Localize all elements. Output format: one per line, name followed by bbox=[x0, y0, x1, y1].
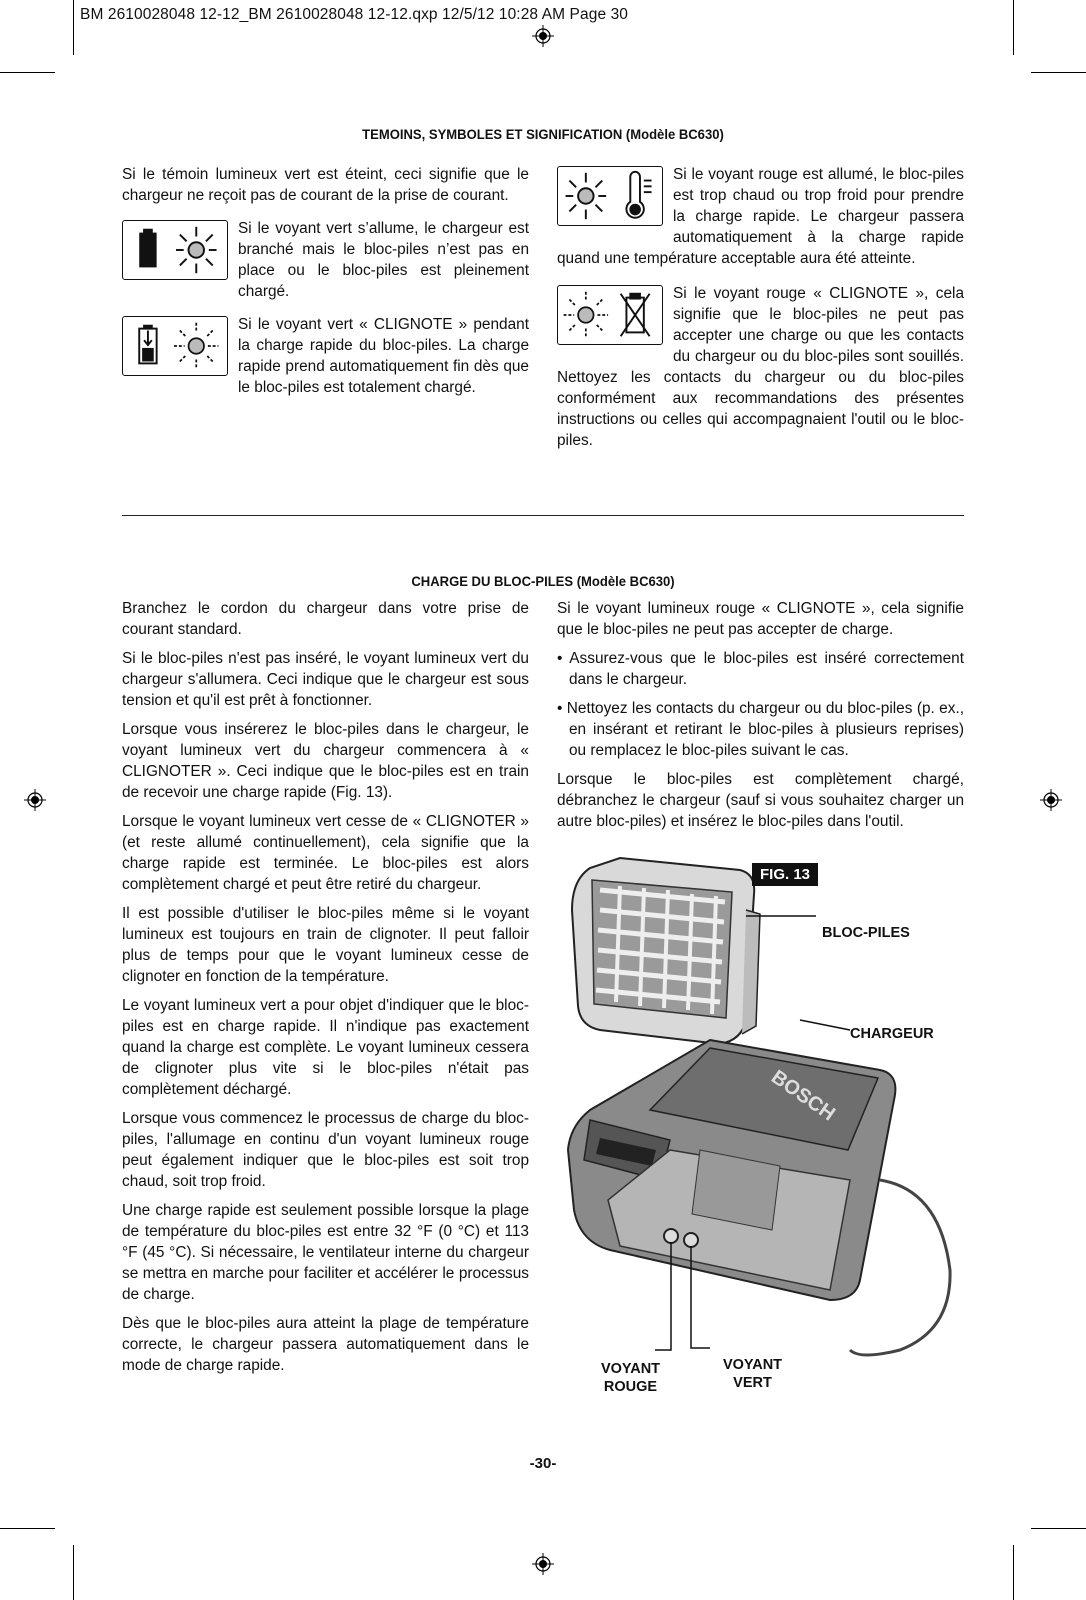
red-led-on-symbol bbox=[557, 166, 663, 226]
crop-mark bbox=[73, 0, 74, 55]
red-led-indicator bbox=[664, 1229, 678, 1243]
charging-paragraph: Dès que le bloc-piles aura atteint la plage de température correcte, le chargeur passera automatiquement dans le mode de charge rapide. bbox=[122, 1315, 529, 1374]
red-led-blinking-symbol bbox=[557, 285, 663, 345]
callout-voyant-rouge: VOYANT ROUGE bbox=[600, 1361, 661, 1395]
indicator-off-text: Si le témoin lumineux vert est éteint, ceci signifie que le chargeur ne reçoit pas de courant de la prise de courant. bbox=[122, 166, 529, 204]
callout-chargeur: CHARGEUR bbox=[850, 1026, 934, 1042]
charging-paragraph: Branchez le cordon du chargeur dans votre prise de courant standard. bbox=[122, 600, 529, 638]
bullet-item: • Assurez-vous que le bloc-piles est inséré correctement dans le chargeur. bbox=[557, 650, 964, 688]
light-on-icon bbox=[566, 173, 607, 219]
charger-illustration bbox=[560, 850, 980, 1410]
callout-bloc-piles: BLOC-PILES bbox=[822, 925, 910, 941]
print-slug: BM 2610028048 12-12_BM 2610028048 12-12.qxp 12/5/12 10:28 AM Page 30 bbox=[80, 6, 629, 23]
battery-pack-illustration bbox=[572, 858, 760, 1044]
section-title-indicators: TEMOINS, SYMBOLES ET SIGNIFICATION (Modèle BC630) bbox=[362, 127, 724, 143]
crop-mark bbox=[0, 1528, 55, 1529]
indicators-left-column bbox=[122, 164, 529, 398]
crop-mark bbox=[0, 72, 55, 73]
charging-right-column bbox=[557, 598, 964, 840]
red-blinking-paragraph: Si le voyant lumineux rouge « CLIGNOTE », cela signifie que le bloc-piles ne peut pas accepter de charge. bbox=[557, 600, 964, 638]
crop-mark bbox=[1013, 1545, 1014, 1600]
indicator-green-on-text: Si le voyant vert s’allume, le chargeur est branché mais le bloc-piles n’est pas en place ou le bloc-piles est pleinement chargé. bbox=[238, 220, 529, 300]
section-title-charging: CHARGE DU BLOC-PILES (Modèle BC630) bbox=[411, 574, 675, 590]
battery-full-icon bbox=[139, 229, 156, 268]
indicator-red-blinking-text: Si le voyant rouge « CLIGNOTE », cela signifie que le bloc-piles ne peut pas accepter une charge ou que les contacts du chargeur ou du bloc-piles sont souillés. Nettoyez les contacts du chargeur ou du bloc-piles conformément aux recommandations des présentes instructions ou celles qui accompagnaient l'outil ou le bloc-piles. bbox=[557, 285, 964, 449]
charging-paragraph: Lorsque vous insérerez le bloc-piles dans le chargeur, le voyant lumineux vert du chargeur commencera à « CLIGNOTER ». Ceci indique que le bloc-piles est en train de recevoir une charge rapide (Fig. 13). bbox=[122, 721, 529, 801]
charger-base-illustration bbox=[568, 1040, 950, 1355]
svg-text:BOSCH: BOSCH bbox=[767, 1066, 839, 1126]
indicator-green-blinking-text: Si le voyant vert « CLIGNOTE » pendant la charge rapide du bloc-piles. La charge rapide prend automatiquement fin dès que le bloc-piles est totalement chargé. bbox=[238, 316, 529, 396]
light-on-icon bbox=[176, 227, 217, 273]
charging-left-column bbox=[122, 598, 529, 1384]
green-led-on-symbol bbox=[122, 220, 228, 280]
battery-fault-icon bbox=[621, 294, 650, 337]
light-blinking-icon bbox=[174, 323, 218, 369]
indicator-red-on-text: Si le voyant rouge est allumé, le bloc-piles est trop chaud ou trop froid pour prendre la charge rapide. Le chargeur passera automatiquement à la charge rapide quand une température acceptable aura été atteinte. bbox=[557, 166, 964, 267]
charging-paragraph: Lorsque vous commencez le processus de charge du bloc-piles, l'allumage en continu d'un voyant lumineux rouge peut également indiquer que le bloc-piles est soit trop chaud, soit trop froid. bbox=[122, 1110, 529, 1190]
charging-paragraph: Il est possible d'utiliser le bloc-piles même si le voyant lumineux est toujours en train de clignoter. Il peut falloir plus de temps pour que le voyant lumineux cesse de clignoter en fonction de la température. bbox=[122, 905, 529, 985]
section-divider bbox=[122, 515, 964, 516]
crop-mark bbox=[1031, 72, 1086, 73]
charging-paragraph: Lorsque le voyant lumineux vert cesse de « CLIGNOTER » (et reste allumé continuellement), cela signifie que la charge rapide est terminée. Le bloc-piles est alors complètement chargé et peut être retiré du chargeur. bbox=[122, 813, 529, 893]
crop-mark bbox=[1013, 0, 1014, 55]
battery-charging-icon bbox=[139, 325, 156, 364]
crop-mark bbox=[73, 1545, 74, 1600]
crop-mark bbox=[1031, 1528, 1086, 1529]
light-blinking-icon bbox=[564, 292, 608, 338]
registration-mark-icon bbox=[1040, 789, 1062, 811]
thermometer-icon bbox=[626, 172, 651, 218]
charging-paragraph: Le voyant lumineux vert a pour objet d'indiquer que le bloc-piles est en charge rapide. Il n'indique pas exactement quand la charge est complète. Le voyant lumineux cessera de clignoter plus vite si le bloc-piles n'était pas complètement déchargé. bbox=[122, 997, 529, 1098]
registration-mark-icon bbox=[532, 25, 554, 47]
fully-charged-paragraph: Lorsque le bloc-piles est complètement chargé, débranchez le chargeur (sauf si vous souhaitez charger un autre bloc-piles) et insérez le bloc-piles dans l'outil. bbox=[557, 771, 964, 830]
green-led-indicator bbox=[684, 1233, 698, 1247]
charging-paragraph: Si le bloc-piles n'est pas inséré, le voyant lumineux vert du chargeur s'allumera. Ceci indique que le chargeur est sous tension et qu'il est prêt à fonctionner. bbox=[122, 650, 529, 709]
charging-paragraph: Une charge rapide est seulement possible lorsque la plage de température du bloc-piles est entre 32 °F (0 °C) et 113 °F (45 °C). Si nécessaire, le ventilateur interne du chargeur se mettra en marche pour faciliter et accélérer le processus de charge. bbox=[122, 1202, 529, 1303]
indicators-right-column bbox=[557, 164, 964, 451]
page-number: -30- bbox=[529, 1455, 557, 1472]
callout-voyant-vert: VOYANT VERT bbox=[722, 1357, 783, 1391]
registration-mark-icon bbox=[24, 789, 46, 811]
bullet-item: • Nettoyez les contacts du chargeur ou du bloc-piles (p. ex., en insérant et retirant le bloc-piles à plusieurs reprises) ou remplacez le bloc-piles suivant le cas. bbox=[557, 700, 964, 759]
green-led-blinking-symbol bbox=[122, 316, 228, 376]
figure-label: FIG. 13 bbox=[752, 863, 818, 886]
registration-mark-icon bbox=[532, 1553, 554, 1575]
